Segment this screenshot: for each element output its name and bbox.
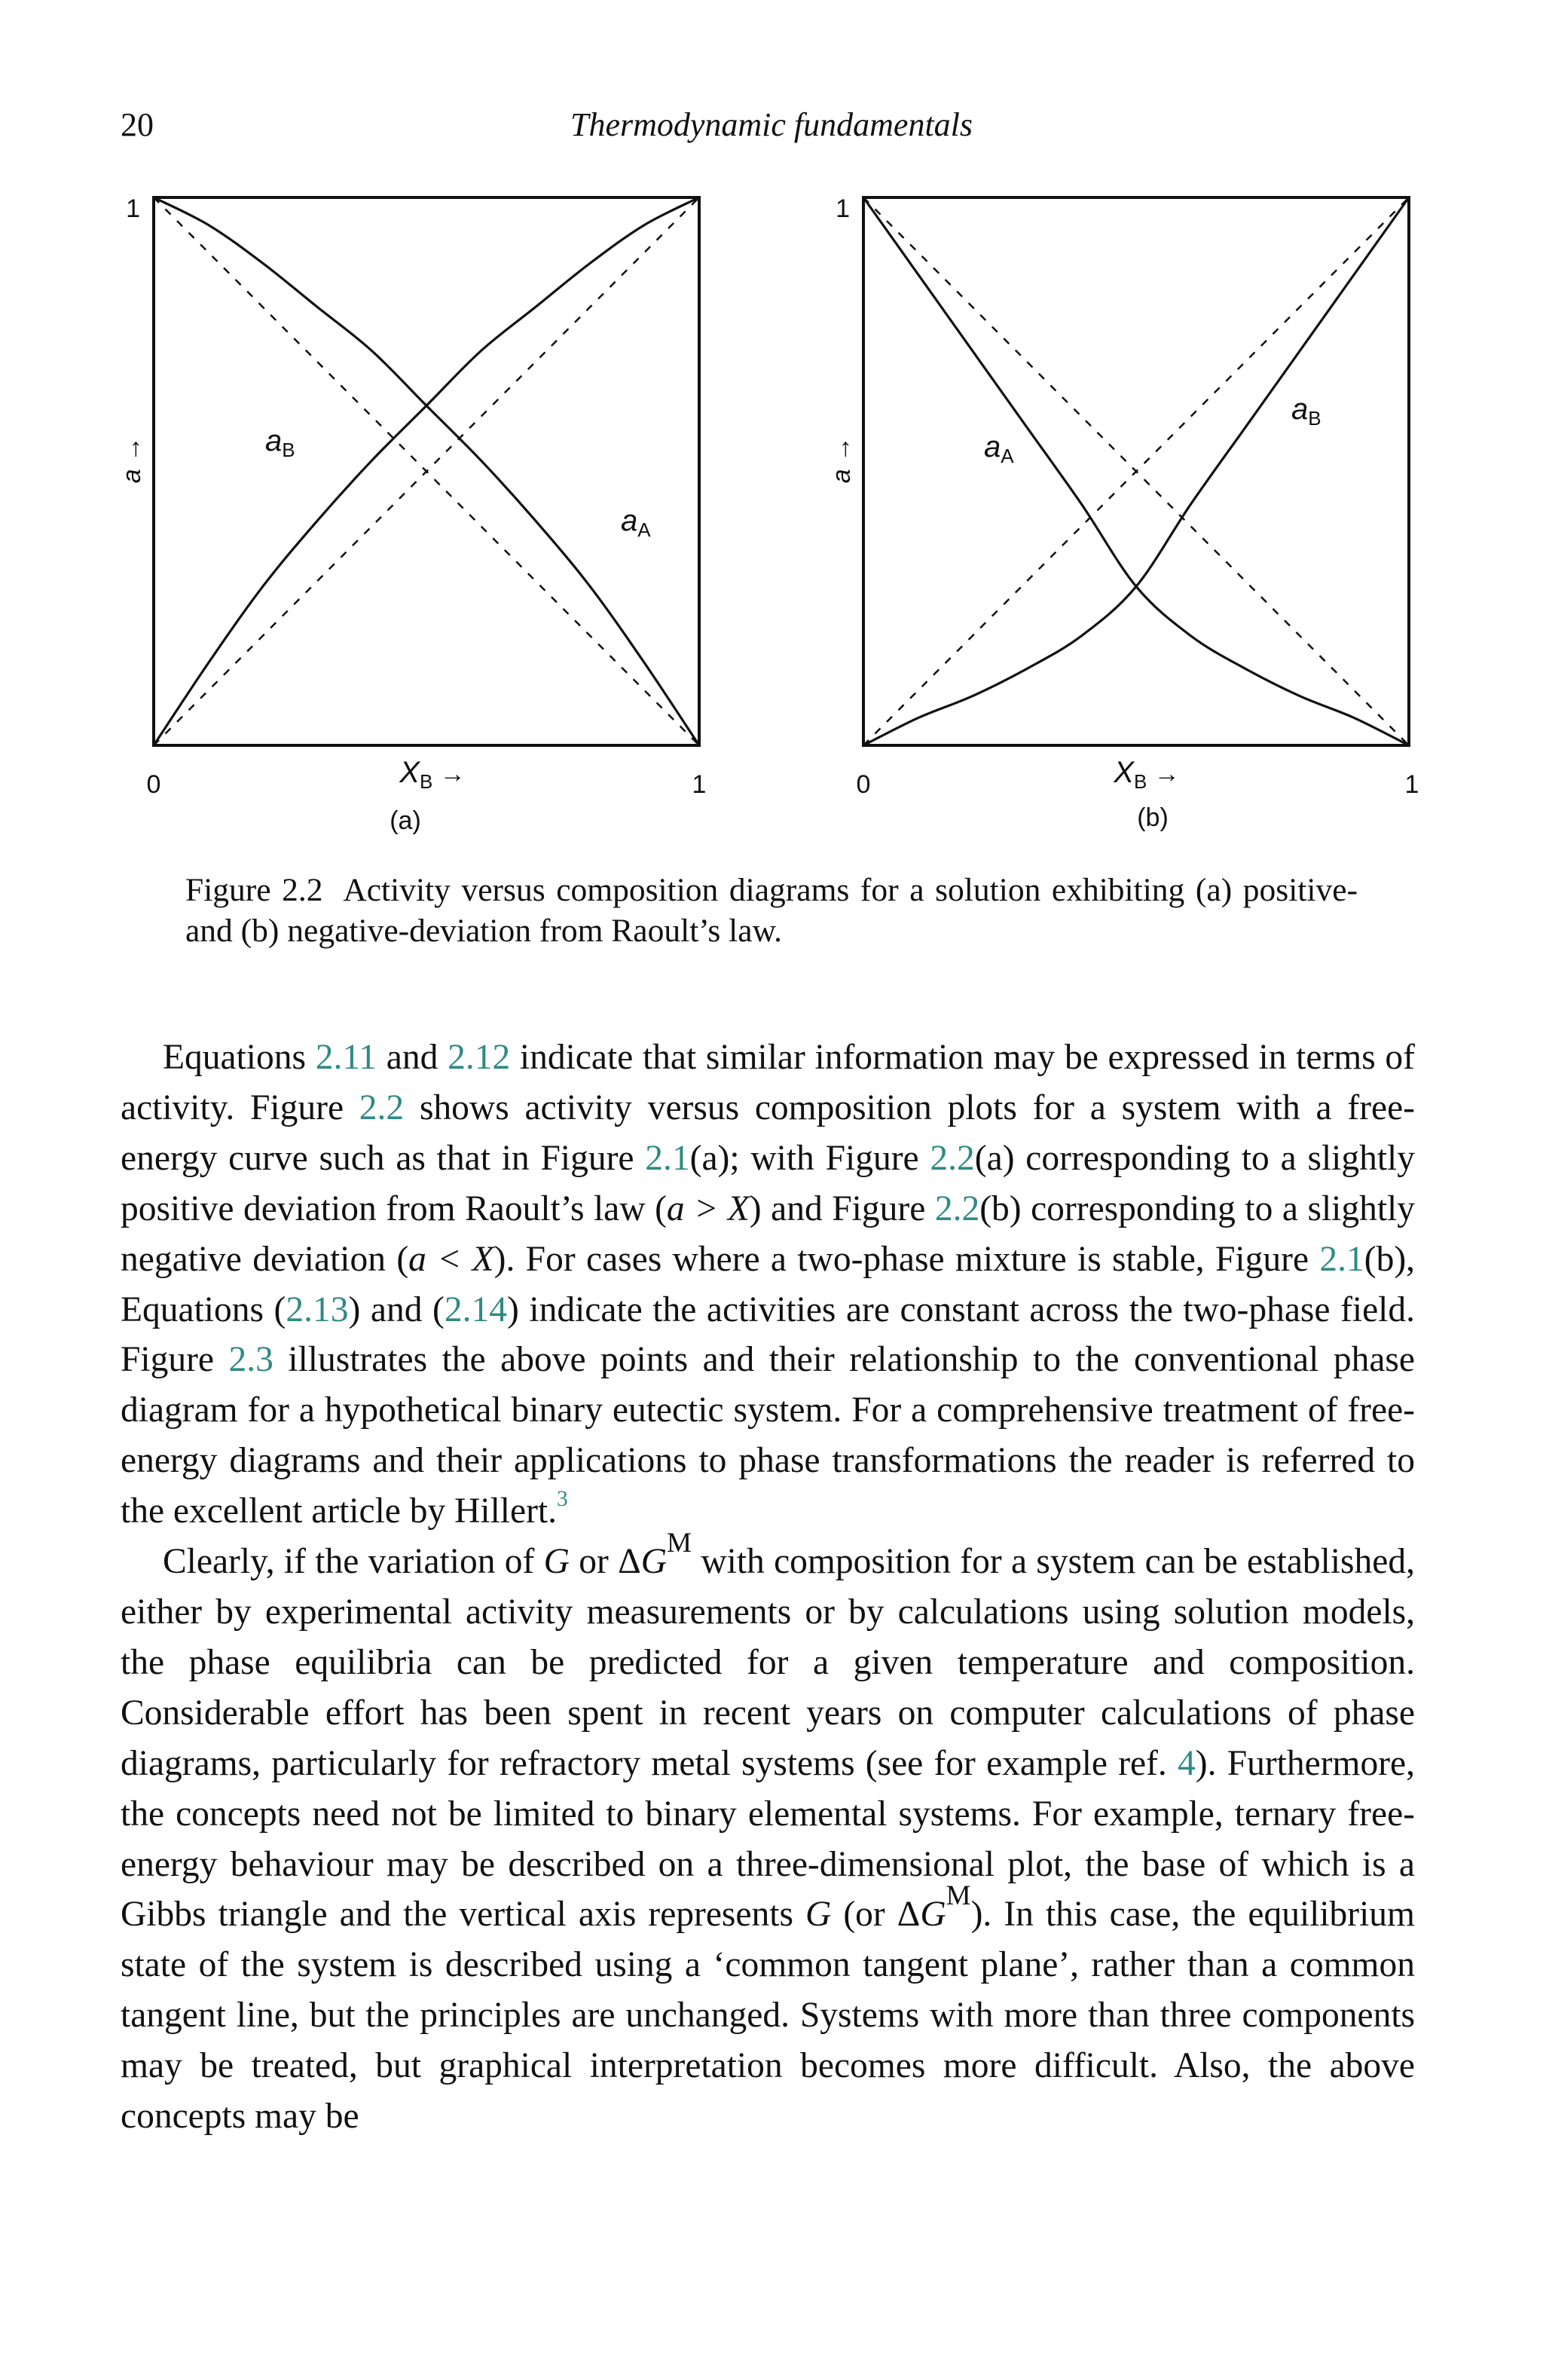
svg-text:a →: a →: [118, 436, 146, 484]
text-run: (b), Equations (: [121, 1239, 1416, 1329]
figure-link[interactable]: 2.2: [934, 1188, 980, 1228]
panel-label-a: (a): [390, 806, 421, 835]
text-run: ). For cases where a two-phase mixture is stable, Figure: [493, 1239, 1320, 1279]
text-run: Clearly, if the variation of: [163, 1542, 544, 1582]
caption-text: Activity versus composition diagrams for a solution exhibiting (a) positive- and (b) negative-deviation from Raoult’s law.: [185, 872, 1358, 949]
reference-link[interactable]: 3: [556, 1487, 568, 1512]
text-run: ). In this case, the equilibrium state of the system is described using a ‘common tangent plane’, rather than a common tangent line, but the principles are unchanged. Systems with more than three components may be treated, but graphical interpretation becomes more difficult. Also, the above concepts may be: [121, 1895, 1415, 2137]
running-title: Thermodynamic fundamentals: [570, 106, 973, 143]
x-tick-label-1: 1: [1404, 770, 1419, 799]
curve-label-aA: $a_A$: [984, 430, 1014, 467]
curve-label-aA: $a_A$: [621, 504, 651, 541]
paragraph: [121, 1032, 1415, 1537]
equation-link[interactable]: 2.11: [315, 1038, 377, 1077]
figure-link[interactable]: 2.1: [645, 1138, 690, 1178]
caption-label: Figure 2.2: [185, 872, 323, 908]
text-run: (b) corresponding to a slightly negative deviation (: [121, 1188, 1415, 1279]
x-tick-label-1: 1: [692, 770, 707, 799]
x-tick-label-0: 0: [856, 770, 871, 799]
chart-panel-a: [118, 194, 706, 835]
figure-2-2: [0, 0, 1543, 874]
text-run: (a); with Figure: [689, 1138, 930, 1178]
text-run: ) and Figure: [749, 1188, 935, 1228]
math-inline: G: [640, 1542, 668, 1582]
text-run: indicate that similar information may be expressed in terms of activity. Figure: [121, 1038, 1415, 1127]
chart-marks-a: [154, 197, 699, 745]
x-axis-label: $X_B$ →: [399, 756, 466, 793]
y-tick-label-1: 1: [836, 194, 850, 223]
figure-caption: [185, 870, 1358, 951]
paragraph: [121, 1528, 1416, 2142]
text-run: ) indicate the activities are constant across the two-phase field. Figure: [121, 1289, 1415, 1380]
text-run: Equations: [163, 1038, 316, 1077]
y-tick-label-1: 1: [126, 194, 140, 223]
svg-text:a →: a →: [827, 436, 856, 484]
text-run: and: [377, 1038, 448, 1077]
text-run: illustrates the above points and their relationship to the conventional phase diagram for a hypothetical binary eutectic system. For a comprehensive treatment of free-energy diagrams and their applications to phase transformations the reader is referred to the excellent article by Hillert.: [121, 1340, 1415, 1531]
figure-link[interactable]: 2.3: [228, 1340, 273, 1380]
curve-label-aB: $a_B$: [265, 424, 295, 461]
text-run: ) and (: [348, 1289, 445, 1329]
x-axis-label: $X_B$ →: [1114, 756, 1180, 793]
math-inline: G: [543, 1542, 570, 1582]
superscript: M: [946, 1880, 971, 1912]
y-axis-label: [118, 436, 146, 483]
figure-link[interactable]: 2.1: [1319, 1239, 1364, 1279]
math-inline: G: [805, 1895, 832, 1935]
math-inline: a < X: [408, 1239, 494, 1279]
equation-link[interactable]: 2.14: [444, 1289, 507, 1329]
chart-panel-b: [827, 194, 1419, 832]
x-tick-label-0: 0: [146, 770, 161, 799]
math-inline: a > X: [666, 1188, 750, 1228]
panel-label-b: (b): [1137, 803, 1169, 832]
text-run: ). Furthermore, the concepts need not be limited to binary elemental systems. For example, ternary free-energy behaviour may be described on a three-dimensional plot, the base of which is a Gibbs triangle and the vertical axis represents: [121, 1743, 1416, 1935]
reference-link[interactable]: 4: [1178, 1743, 1196, 1783]
page-number: 20: [121, 106, 154, 143]
figure-link[interactable]: 2.2: [359, 1088, 405, 1127]
figure-link[interactable]: 2.2: [930, 1138, 975, 1178]
body-text: [121, 1032, 1415, 2142]
text-run: with composition for a system can be established, either by experimental activity measurements or by calculations using solution models, the phase equilibria can be predicted for a given temperature and composition. Considerable effort has been spent in recent years on computer calculations of phase diagrams, particularly for refractory metal systems (see for example ref.: [121, 1542, 1415, 1783]
text-run: (a) corresponding to a slightly positive deviation from Raoult’s law (: [121, 1138, 1415, 1228]
chart-marks-b: [863, 197, 1409, 745]
y-axis-label: [827, 436, 856, 483]
equation-link[interactable]: 2.12: [448, 1038, 511, 1077]
curve-label-aB: $a_B$: [1291, 393, 1321, 430]
equation-link[interactable]: 2.13: [286, 1289, 349, 1329]
superscript: M: [667, 1528, 692, 1559]
text-run: or Δ: [569, 1542, 641, 1582]
text-run: (or Δ: [831, 1895, 921, 1935]
math-inline: G: [920, 1895, 946, 1935]
text-run: shows activity versus composition plots for a system with a free-energy curve such as that in Figure: [121, 1088, 1415, 1178]
